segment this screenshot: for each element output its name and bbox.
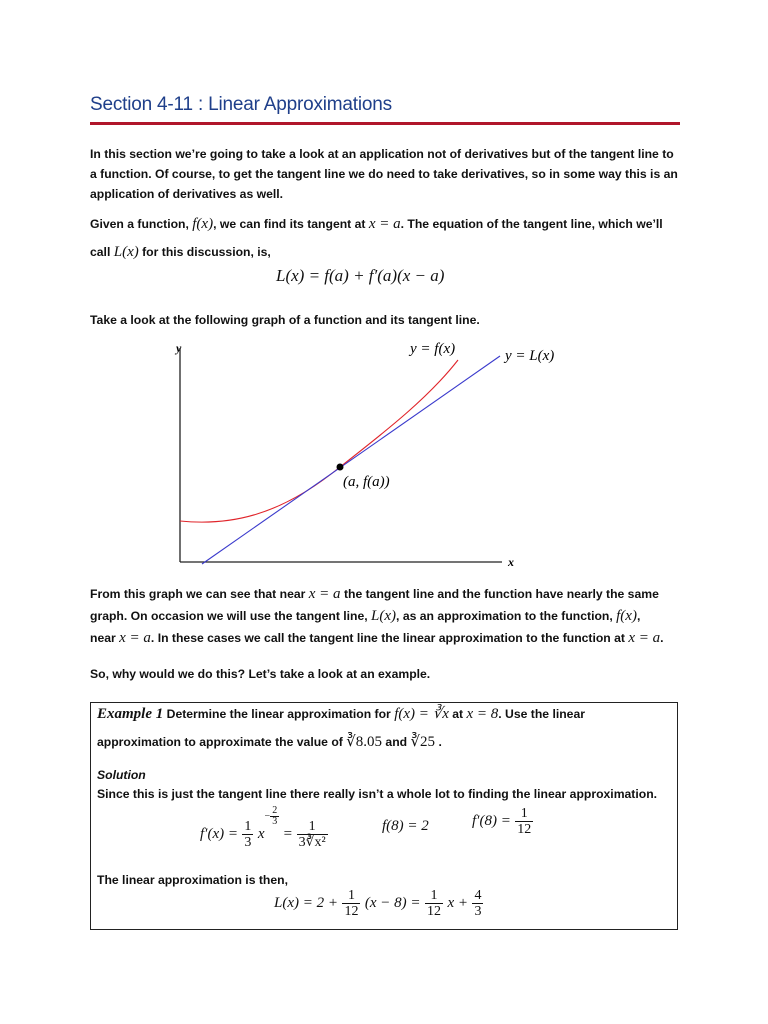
fraction-denominator: 3 (474, 904, 482, 919)
math-L-of-x: L(x) (113, 244, 139, 260)
fraction (515, 806, 533, 837)
graph-intro-paragraph: Take a look at the following graph of a function and its tangent line. (90, 313, 480, 327)
tangent-point-dot (337, 464, 344, 471)
linear-approximation-equation (274, 888, 483, 919)
fraction-denominator: 12 (427, 904, 441, 919)
math-L-of-x: L(x) (371, 608, 397, 624)
text-run: for this discussion, is, (142, 245, 271, 259)
math-cube-root-25: ∛25 (410, 734, 436, 750)
fraction-denominator: 12 (344, 904, 359, 919)
observation-paragraph-line3 (90, 628, 664, 648)
solution-label: Solution (97, 768, 146, 782)
fprime-of-8-value (472, 806, 533, 837)
text-run: call (90, 245, 111, 259)
solution-text: Since this is just the tangent line there really isn’t a whole lot to finding the linear approximation. (97, 787, 658, 801)
math-x-equals-a: x = a (308, 586, 341, 602)
fraction-numerator: 1 (342, 888, 360, 904)
text-run: Given a function, (90, 217, 189, 231)
fraction-denominator: 3∛x² (298, 835, 326, 851)
tangent-label: y = L(x) (505, 348, 555, 364)
text-run: . The equation of the tangent line, which we’ll (400, 217, 663, 231)
power-base: x (257, 826, 265, 843)
text-run: at (452, 707, 464, 721)
fraction-numerator: 1 (425, 888, 443, 904)
given-function-paragraph-line2 (90, 242, 271, 262)
fraction-denominator: 3 (244, 835, 252, 851)
example-title: Example 1 (97, 706, 164, 722)
tangent-point-label: (a, f(a)) (343, 474, 390, 490)
math-cube-root-8-05: ∛8.05 (346, 734, 383, 750)
math-f-of-x: f(x) (616, 608, 637, 624)
intro-paragraph: In this section we’re going to take a look at an application not of derivatives but of the tangent line to a function. Of course, to get the tangent line we do need to take derivatives, so in some way this is an application of derivatives as well. (90, 147, 678, 201)
text-run: and (385, 735, 408, 749)
text-run: Determine the linear approximation for (166, 707, 391, 721)
function-curve (180, 360, 458, 522)
function-tangent-graph (170, 336, 570, 572)
math-f-definition: f(x) = ∛x (394, 706, 449, 722)
math-x-equals-a: x = a (119, 630, 151, 646)
observation-paragraph-line1 (90, 584, 659, 604)
text-run: . (438, 735, 442, 749)
exponent-fraction (270, 806, 279, 827)
example-statement-line1 (97, 704, 585, 724)
f-of-8-value: f(8) = 2 (382, 818, 429, 834)
fraction (242, 819, 253, 850)
equals-sign: = (283, 826, 293, 843)
section-title: Section 4-11 : Linear Approximations (90, 94, 392, 115)
fraction (297, 819, 328, 850)
x-axis-label: x (508, 555, 514, 569)
fraction-numerator: 1 (515, 806, 533, 822)
given-function-paragraph-line1 (90, 214, 690, 234)
fraction (472, 888, 483, 919)
text-run: , we can find its tangent at (213, 217, 366, 231)
fraction-denominator: 12 (517, 822, 532, 837)
text-run: the tangent line and the function have nearly the same (343, 587, 659, 601)
math-f-of-x: f(x) (192, 216, 214, 232)
title-underline (90, 122, 680, 125)
derivative-equation (200, 806, 328, 850)
fraction-denominator: 3 (272, 816, 278, 827)
text-run: . Use the linear (498, 707, 585, 721)
text-run: , as an approximation to the function, (396, 609, 613, 623)
tangent-line-equation: L(x) = f(a) + f′(a)(x − a) (276, 266, 445, 285)
fraction-numerator: 1 (297, 819, 328, 835)
text-run: graph. On occasion we will use the tangent line, (90, 609, 368, 623)
text-run: . (660, 631, 664, 645)
text-run: . In these cases we call the tangent line the linear approximation to the function at (150, 631, 625, 645)
example-statement-line2 (97, 732, 442, 752)
math-x-equals-a: x = a (368, 216, 401, 232)
text-run: , (636, 609, 641, 623)
linear-approx-intro: The linear approximation is then, (97, 873, 288, 887)
fraction-numerator: 1 (244, 819, 252, 835)
y-axis-label: y (176, 341, 182, 355)
fraction-numerator: 4 (474, 888, 482, 903)
math-L-lhs: L(x) = 2 + (274, 895, 338, 911)
power-exponent (265, 806, 280, 827)
text-run: approximation to approximate the value of (97, 735, 343, 749)
math-fprime-x: f′(x) = (200, 826, 238, 843)
math-fprime-8: f′(8) = (472, 813, 511, 829)
tangent-line (202, 356, 500, 564)
observation-paragraph-line2 (90, 606, 640, 626)
text-run: near (90, 631, 116, 645)
math-middle: (x − 8) = (364, 895, 421, 911)
transition-paragraph: So, why would we do this? Let’s take a look at an example. (90, 667, 431, 681)
text-run: From this graph we can see that near (90, 587, 306, 601)
exponent-sign: − (264, 810, 271, 822)
curve-label: y = f(x) (410, 341, 456, 357)
math-x-equals-8: x = 8 (466, 706, 499, 722)
math-x-equals-a: x = a (628, 630, 661, 646)
fraction-numerator: 2 (272, 805, 278, 816)
fraction (425, 888, 443, 919)
math-x-plus: x + (447, 895, 468, 911)
fraction (342, 888, 360, 919)
